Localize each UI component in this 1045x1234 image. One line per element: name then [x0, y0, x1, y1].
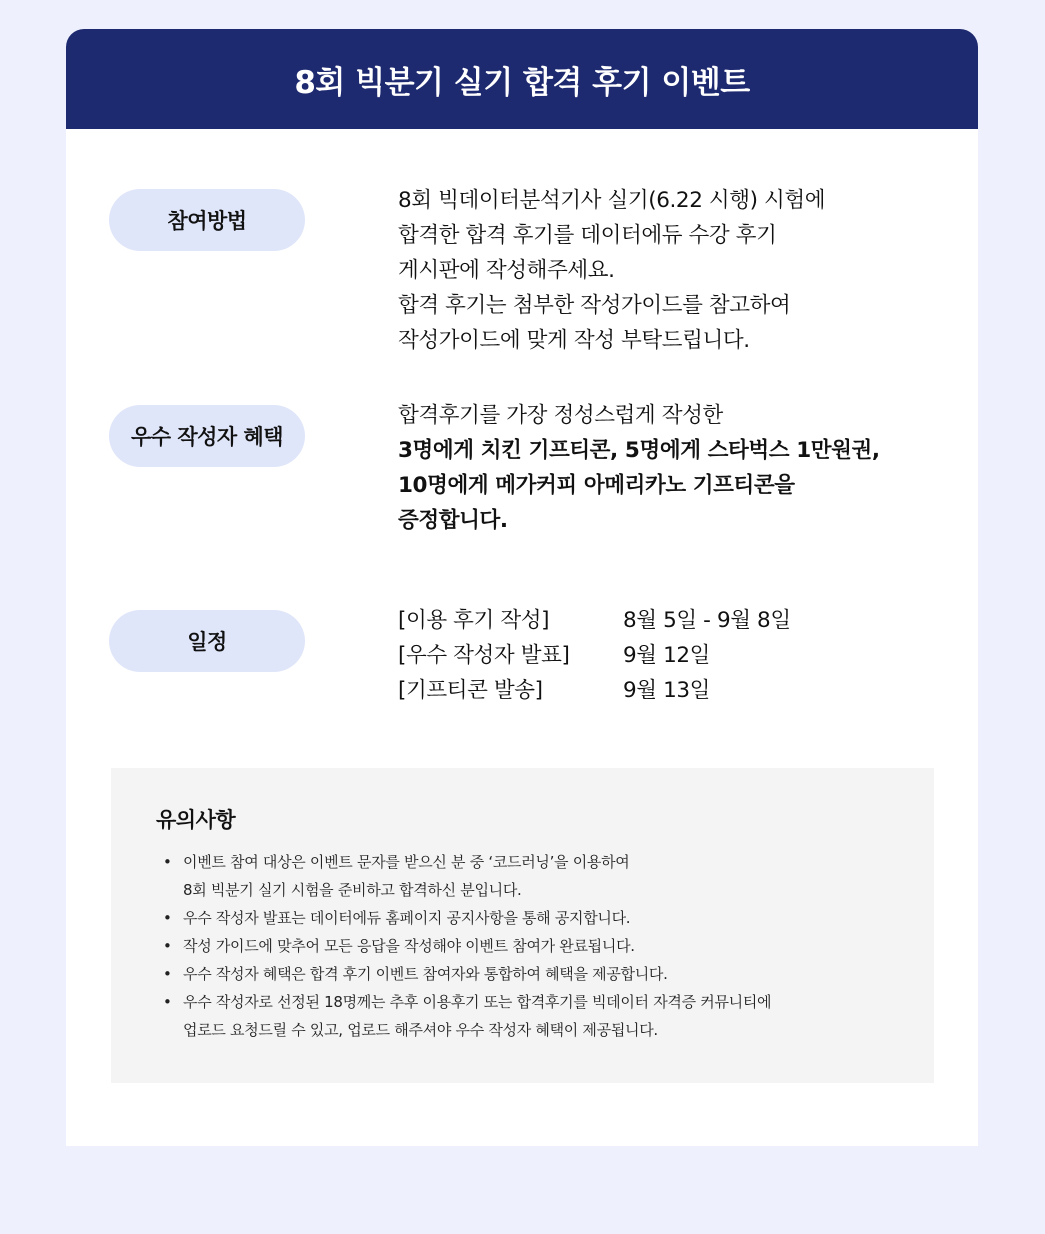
notice-item	[163, 904, 771, 932]
benefit-detail-line: 10명에게 메가커피 아메리카노 기프티콘을	[398, 473, 795, 498]
schedule-item-label: [우수 작성자 발표]	[398, 643, 570, 668]
participation-line: 게시판에 작성해주세요.	[398, 258, 615, 283]
notice-item	[163, 848, 771, 904]
schedule-item-date: 9월 13일	[623, 678, 711, 703]
schedule-label-pill	[109, 610, 305, 672]
participation-label-pill	[109, 189, 305, 251]
bullet-icon: •	[163, 853, 172, 871]
benefit-content	[398, 398, 880, 538]
notice-item-line: 우수 작성자로 선정된 18명께는 추후 이용후기 또는 합격후기를 빅데이터 자격증 커뮤니티에	[183, 993, 772, 1011]
schedule-label: 일정	[187, 630, 227, 654]
notice-item-line: 우수 작성자 발표는 데이터에듀 홈페이지 공지사항을 통해 공지합니다.	[183, 909, 631, 927]
participation-content	[398, 183, 825, 358]
notice-title: 유의사항	[156, 808, 236, 832]
notice-box	[111, 768, 934, 1083]
benefit-detail-line: 3명에게 치킨 기프티콘, 5명에게 스타벅스 1만원권,	[398, 438, 880, 463]
schedule-item-label: [이용 후기 작성]	[398, 608, 550, 633]
schedule-item-date: 9월 12일	[623, 643, 711, 668]
schedule-item-label: [기프티콘 발송]	[398, 678, 543, 703]
bullet-icon: •	[163, 909, 172, 927]
notice-list	[163, 848, 771, 1044]
bullet-icon: •	[163, 937, 172, 955]
participation-line: 합격한 합격 후기를 데이터에듀 수강 후기	[398, 223, 777, 248]
bullet-icon: •	[163, 993, 172, 1011]
participation-label: 참여방법	[167, 209, 247, 233]
benefit-detail-line: 증정합니다.	[398, 508, 508, 533]
benefit-intro: 합격후기를 가장 정성스럽게 작성한	[398, 403, 723, 428]
bullet-icon: •	[163, 965, 172, 983]
event-header	[66, 29, 978, 129]
participation-line: 작성가이드에 맞게 작성 부탁드립니다.	[398, 328, 750, 353]
notice-item	[163, 932, 771, 960]
notice-item-line: 8회 빅분기 실기 시험을 준비하고 합격하신 분입니다.	[183, 881, 522, 899]
benefit-label-pill	[109, 405, 305, 467]
participation-line: 합격 후기는 첨부한 작성가이드를 참고하여	[398, 293, 791, 318]
notice-item-line: 업로드 요청드릴 수 있고, 업로드 해주셔야 우수 작성자 혜택이 제공됩니다.	[183, 1021, 658, 1039]
schedule-row	[398, 638, 791, 673]
notice-item-line: 이벤트 참여 대상은 이벤트 문자를 받으신 분 중 ‘코드러닝’을 이용하여	[183, 853, 630, 871]
page-title: 8회 빅분기 실기 합격 후기 이벤트	[294, 64, 750, 101]
event-card	[66, 29, 978, 1146]
notice-item-line: 우수 작성자 혜택은 합격 후기 이벤트 참여자와 통합하여 혜택을 제공합니다.	[183, 965, 668, 983]
notice-item	[163, 988, 771, 1044]
schedule-item-date: 8월 5일 - 9월 8일	[623, 608, 791, 633]
schedule-row	[398, 603, 791, 638]
benefit-label: 우수 작성자 혜택	[130, 425, 284, 449]
notice-item-line: 작성 가이드에 맞추어 모든 응답을 작성해야 이벤트 참여가 완료됩니다.	[183, 937, 635, 955]
participation-line: 8회 빅데이터분석기사 실기(6.22 시행) 시험에	[398, 188, 826, 213]
schedule-content	[398, 603, 791, 708]
notice-item	[163, 960, 771, 988]
schedule-row	[398, 673, 791, 708]
